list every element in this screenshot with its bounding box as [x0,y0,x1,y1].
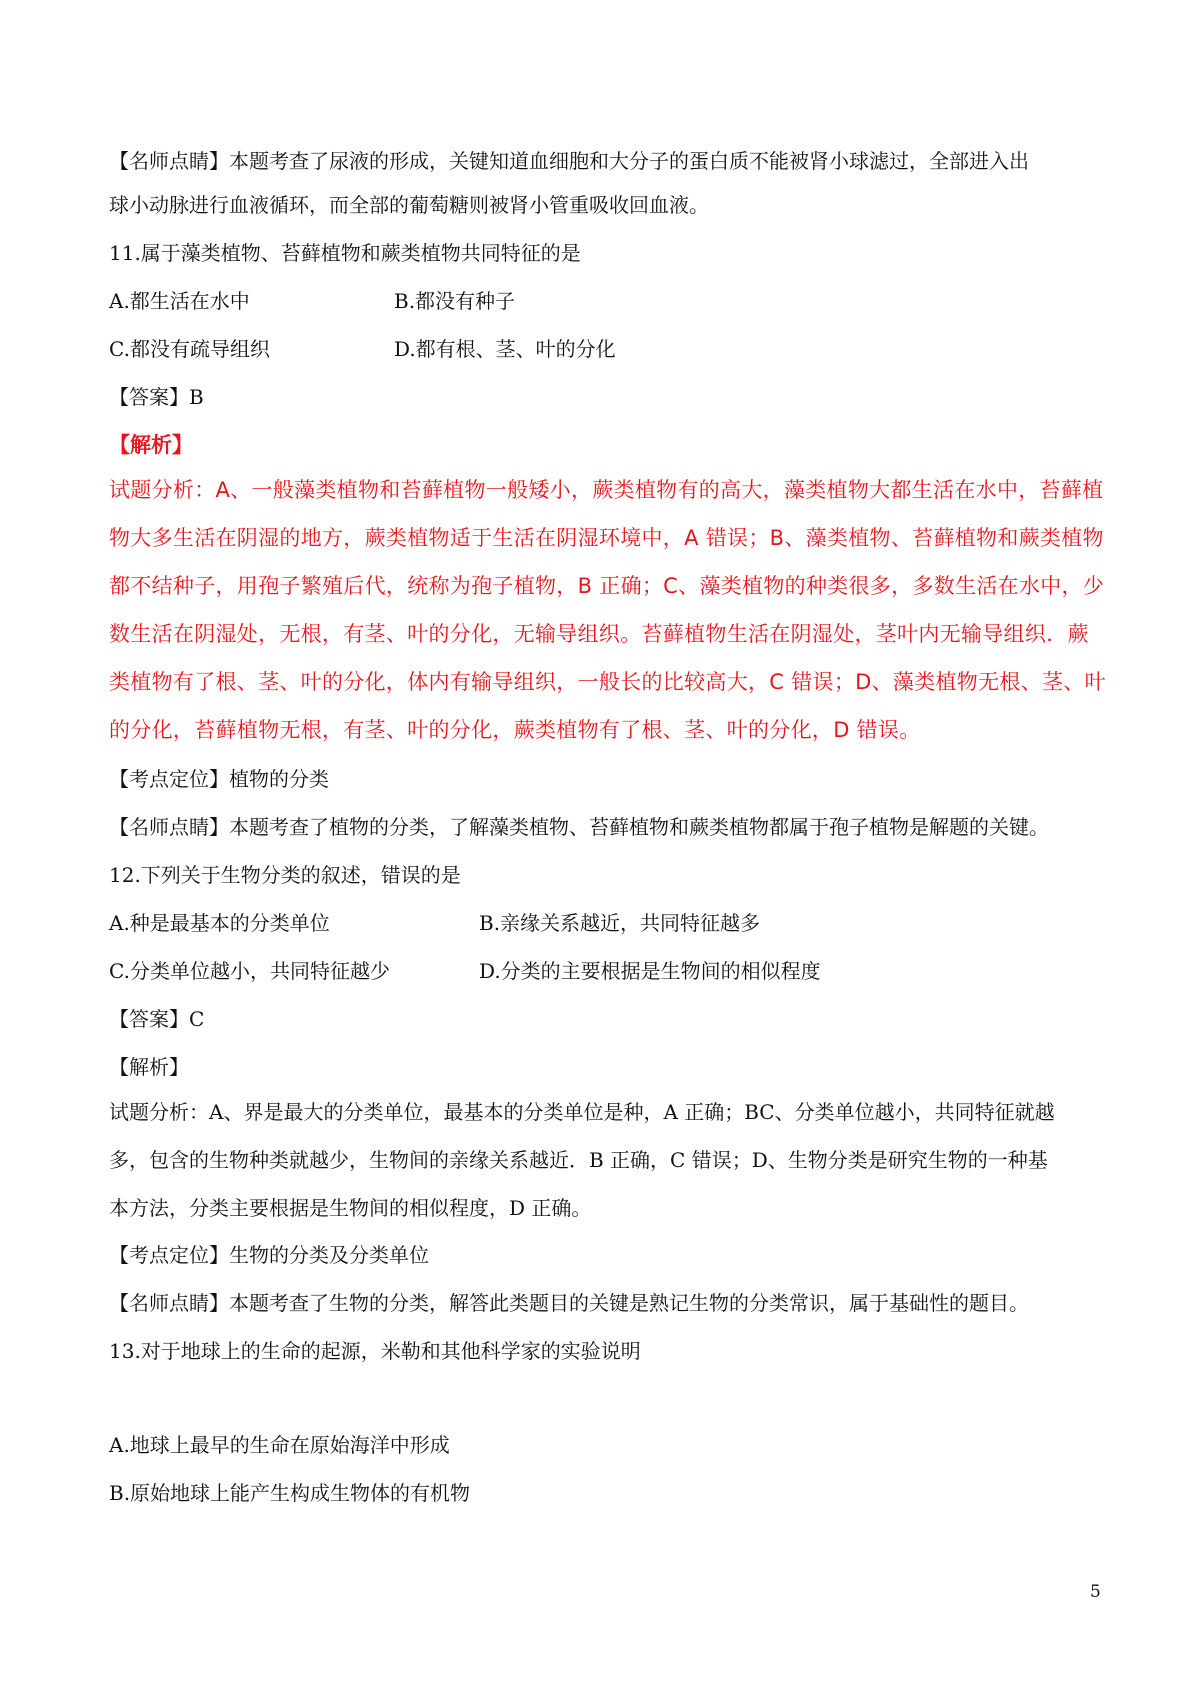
question-12-options-row-2 [109,956,1109,986]
question-12-options-row-1 [109,908,1109,938]
analysis-line: 都不结种子，用孢子繁殖后代，统称为孢子植物，B 正确；C、藻类植物的种类很多，多数生活在水中，少 [109,574,1105,598]
option-c: C.分类单位越小，共同特征越少 [109,959,390,983]
teacher-note-line: 【名师点睛】本题考查了尿液的形成，关键知道血细胞和大分子的蛋白质不能被肾小球滤过，全部进入出 [109,149,1029,173]
option-b: B.亲缘关系越近，共同特征越多 [479,911,761,935]
option-b: B.都没有种子 [394,289,516,313]
analysis-text [109,1088,1109,1232]
option-a: A.地球上最早的生命在原始海洋中形成 [109,1433,450,1457]
answer: 【答案】C [109,1007,205,1031]
option-a: A.都生活在水中 [109,289,250,313]
page-content [109,146,1109,1526]
teacher-note: 【名师点睛】本题考查了植物的分类，了解藻类植物、苔藓植物和蕨类植物都属于孢子植物是解题的关键。 [109,815,1049,839]
analysis-line: 本方法，分类主要根据是生物间的相似程度，D 正确。 [109,1196,592,1220]
analysis-line: 数生活在阴湿处，无根，有茎、叶的分化，无输导组织。苔藓植物生活在阴湿处，茎叶内无输导组织．蕨 [109,622,1089,646]
key-point: 【考点定位】植物的分类 [109,767,329,791]
option-a: A.种是最基本的分类单位 [109,911,330,935]
question-11-stem: 11.属于藻类植物、苔藓植物和蕨类植物共同特征的是 [109,241,581,265]
analysis-line: 的分化，苔藓植物无根，有茎、叶的分化，蕨类植物有了根、茎、叶的分化，D 错误。 [109,718,921,742]
question-13-stem: 13.对于地球上的生命的起源，米勒和其他科学家的实验说明 [109,1339,641,1363]
key-point: 【考点定位】生物的分类及分类单位 [109,1243,429,1267]
blank-space [109,1384,1109,1430]
option-c: C.都没有疏导组织 [109,337,270,361]
analysis-line: 类植物有了根、茎、叶的分化，体内有输导组织，一般长的比较高大，C 错误；D、藻类植物无根、茎、叶 [109,670,1106,694]
page-number: 5 [1090,1582,1101,1602]
analysis-line: 多，包含的生物种类就越少，生物间的亲缘关系越近．B 正确，C 错误；D、生物分类是研究生物的一种基 [109,1148,1048,1172]
question-11-options-row-2 [109,334,1109,364]
option-d: D.都有根、茎、叶的分化 [394,337,616,361]
question-12-stem: 12.下列关于生物分类的叙述，错误的是 [109,863,461,887]
option-b: B.原始地球上能产生构成生物体的有机物 [109,1481,471,1505]
analysis-text [109,466,1109,754]
teacher-note-line: 球小动脉进行血液循环，而全部的葡萄糖则被肾小管重吸收回血液。 [109,193,709,217]
analysis-line: 试题分析：A、界是最大的分类单位，最基本的分类单位是种，A 正确；BC、分类单位越小，共同特征就越 [109,1100,1055,1124]
teacher-note: 【名师点睛】本题考查了生物的分类，解答此类题目的关键是熟记生物的分类常识，属于基础性的题目。 [109,1291,1029,1315]
analysis-label: 【解析】 [109,433,193,457]
analysis-line: 物大多生活在阴湿的地方，蕨类植物适于生活在阴湿环境中，A 错误；B、藻类植物、苔藓植物和蕨类植物 [109,526,1104,550]
option-d: D.分类的主要根据是生物间的相似程度 [479,959,821,983]
analysis-line: 试题分析：A、一般藻类植物和苔藓植物一般矮小，蕨类植物有的高大，藻类植物大都生活在水中，苔藓植 [109,478,1104,502]
question-11-options-row-1 [109,286,1109,316]
analysis-label: 【解析】 [109,1055,189,1079]
answer: 【答案】B [109,385,204,409]
